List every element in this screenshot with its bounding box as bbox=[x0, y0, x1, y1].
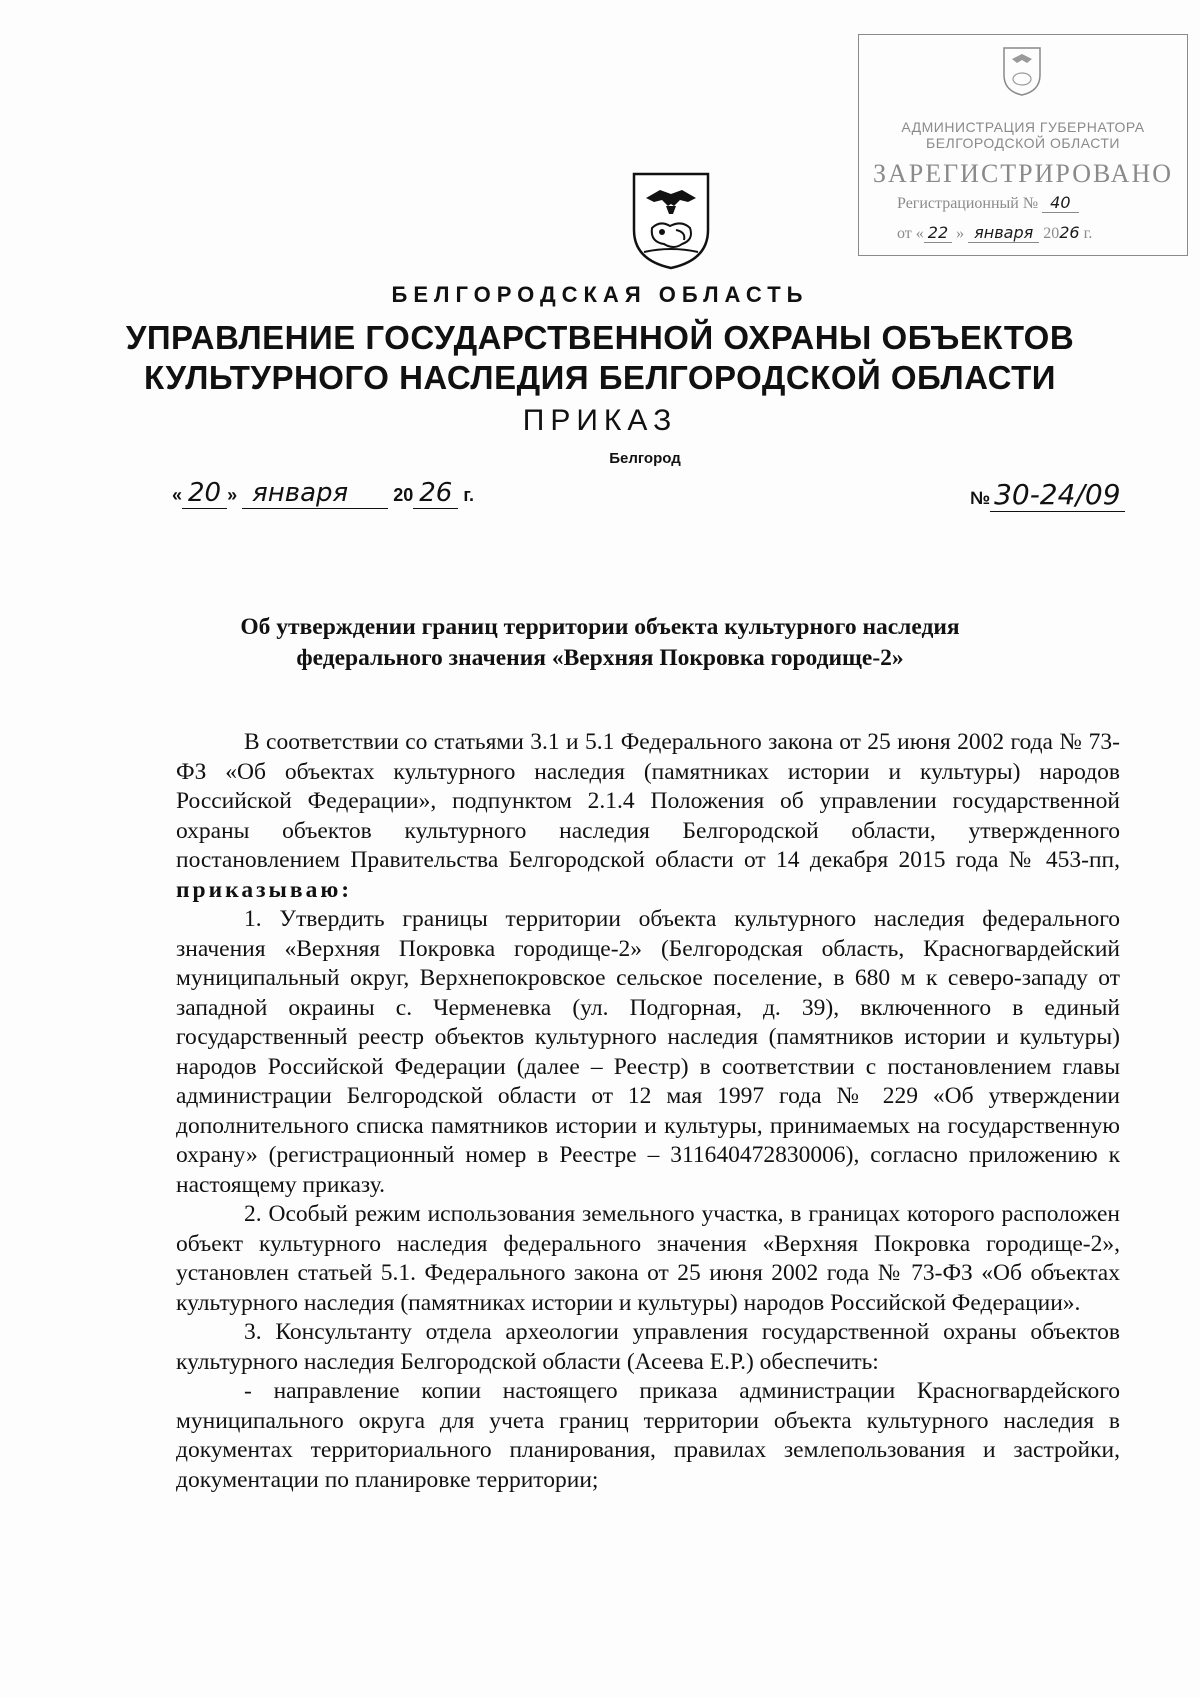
organization-name bbox=[0, 318, 1200, 398]
order-number-label: № bbox=[970, 488, 991, 508]
organization-line1: УПРАВЛЕНИЕ ГОСУДАРСТВЕННОЙ ОХРАНЫ ОБЪЕКТОВ bbox=[125, 319, 1075, 356]
title-line1: Об утверждении границ территории объекта культурного наследия bbox=[240, 614, 960, 640]
date-close-quote: » bbox=[227, 485, 238, 505]
stamp-coat-of-arms-icon bbox=[1001, 45, 1043, 97]
date-year: 26 bbox=[413, 478, 458, 509]
stamp-date-month: января bbox=[968, 223, 1039, 243]
coat-of-arms-icon bbox=[630, 170, 712, 272]
order-number-value: 30-24/09 bbox=[990, 478, 1124, 512]
document-type: ПРИКАЗ bbox=[522, 404, 678, 437]
stamp-reg-number-label: Регистрационный № bbox=[897, 195, 1039, 212]
organization-line2: КУЛЬТУРНОГО НАСЛЕДИЯ БЕЛГОРОДСКОЙ ОБЛАСТИ bbox=[144, 359, 1056, 396]
item-2: 2. Особый режим использования земельного участка, в границах которого расположен объект культурного наследия федерального значения «Верхняя Покровка городище-2», установлен статьей 5.1. Федерального закона от 25 июня 2002 года № 73-ФЗ «Об объектах культурного наследия (памятниках истории и культуры) народов Российской Федерации». bbox=[176, 1201, 1120, 1316]
date-year-suffix: г. bbox=[463, 485, 475, 505]
stamp-date-year-prefix: 20 bbox=[1043, 225, 1060, 242]
region-name: БЕЛГОРОДСКАЯ ОБЛАСТЬ bbox=[391, 282, 809, 307]
document-title bbox=[150, 612, 1050, 674]
order-word: приказываю: bbox=[176, 876, 353, 903]
date-year-prefix: 20 bbox=[393, 485, 414, 505]
stamp-date-year: 26 bbox=[1059, 223, 1080, 242]
stamp-reg-number-value: 40 bbox=[1042, 193, 1078, 213]
stamp-date-prefix: от « bbox=[897, 225, 924, 242]
stamp-date-mid: » bbox=[956, 225, 965, 242]
stamp-registered-label: ЗАРЕГИСТРИРОВАНО bbox=[873, 159, 1173, 188]
date-open-quote: « bbox=[172, 485, 183, 505]
stamp-organization-line1: АДМИНИСТРАЦИЯ ГУБЕРНАТОРА bbox=[901, 119, 1145, 135]
stamp-date-day: 22 bbox=[924, 223, 952, 243]
stamp-organization-line2: БЕЛГОРОДСКОЙ ОБЛАСТИ bbox=[926, 135, 1120, 151]
stamp-date-line bbox=[897, 223, 1177, 243]
stamp-reg-number-line bbox=[897, 193, 1177, 213]
date-month: января bbox=[242, 478, 388, 509]
item-3-subitem-1: - направление копии настоящего приказа администрации Красногвардейского муниципального округа для учета границ территории объекта культурного наследия в документах территориального планирования, правилах землепользования и застройки, документации по планировке территории; bbox=[176, 1378, 1120, 1493]
registration-stamp bbox=[858, 34, 1188, 256]
date-day: 20 bbox=[182, 478, 227, 509]
item-1: 1. Утвердить границы территории объекта культурного наследия федерального значения «Верхняя Покровка городище-2» (Белгородская область, Красногвардейский муниципальный округ, Верхнепокровское сельское поселение, в 680 м к северо-западу от западной окраины с. Черменевка (ул. Подгорная, д. 39), включенного в единый государственный реестр объектов культурного наследия (памятников истории и культуры) народов Российской Федерации (далее – Реестр) в соответствии с постановлением главы администрации Белгородской области от 12 мая 1997 года № 229 «Об утверждении дополнительного списка памятников истории и культуры, принимаемых на государственную охрану» (регистрационный номер в Реестре – 311640472830006), согласно приложению к настоящему приказу. bbox=[176, 906, 1120, 1198]
document-body bbox=[176, 728, 1120, 1495]
preamble-text: В соответствии со статьями 3.1 и 5.1 Федерального закона от 25 июня 2002 года № 73-ФЗ «Об объектах культурного наследия (памятниках истории и культуры) народов Российской Федерации», подпунктом 2.1.4 Положения об управлении государственной охраны объектов культурного наследия Белгородской области, утвержденного постановлением Правительства Белгородской области от 14 декабря 2015 года № 453-пп, bbox=[176, 729, 1120, 873]
preamble-paragraph bbox=[176, 728, 1120, 905]
stamp-date-suffix: г. bbox=[1083, 225, 1093, 242]
title-line2: федерального значения «Верхняя Покровка городище-2» bbox=[296, 645, 904, 671]
city-name: Белгород bbox=[609, 450, 681, 467]
item-3: 3. Консультанту отдела археологии управления государственной охраны объектов культурного наследия Белгородской области (Асеева Е.Р.) обеспечить: bbox=[176, 1319, 1120, 1375]
order-date bbox=[172, 478, 474, 508]
order-number bbox=[970, 478, 1125, 511]
